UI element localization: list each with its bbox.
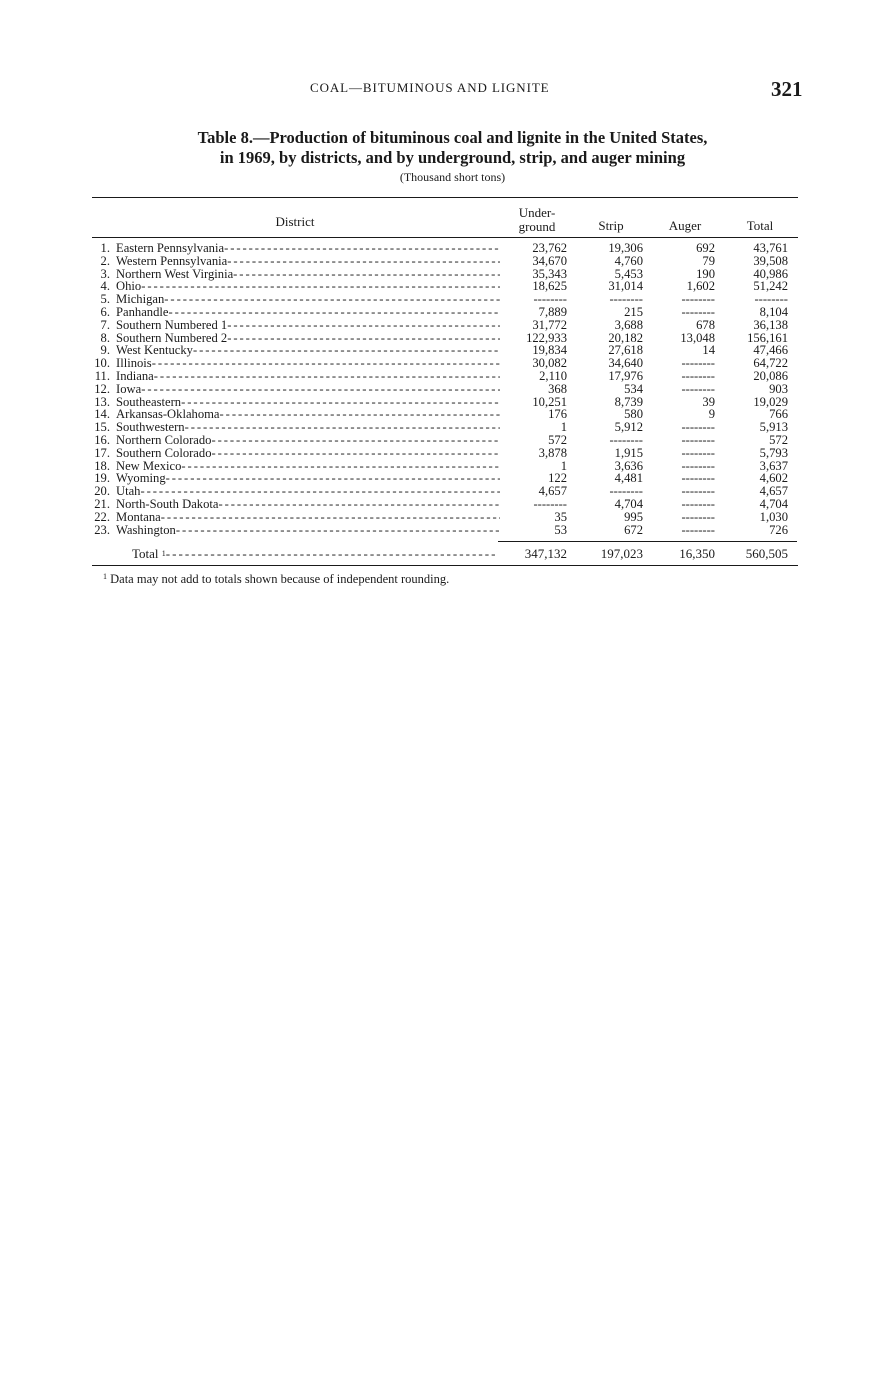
- total-row: [90, 547, 800, 561]
- total-cell: 572: [769, 433, 788, 447]
- district-name: Arkansas-Oklahoma - - -: [116, 408, 500, 421]
- underground-cell: 368: [548, 381, 567, 396]
- row-number: 23.: [94, 522, 110, 537]
- auger-cell: --------: [681, 369, 715, 383]
- table-row: [90, 383, 800, 396]
- total-top-rule: [498, 541, 797, 542]
- district-name: Northern West Virginia - - -: [116, 268, 500, 281]
- district-name: Michigan - - -: [116, 293, 500, 306]
- total-cell: 47,466: [753, 343, 788, 358]
- table-row: [90, 242, 800, 255]
- district-name: Indiana - - -: [116, 370, 500, 383]
- underground-cell: 1: [560, 458, 567, 473]
- auger-cell: 39: [702, 394, 715, 409]
- strip-cell: --------: [609, 484, 643, 499]
- row-number: 3.: [100, 266, 110, 281]
- total-cell: 43,761: [753, 241, 788, 255]
- row-number: 2.: [100, 253, 110, 268]
- district-name: Montana - - -: [116, 511, 500, 524]
- table-row: [90, 306, 800, 319]
- row-number: 7.: [100, 317, 110, 332]
- total-cell: --------: [754, 292, 788, 307]
- total-cell: 5,793: [759, 445, 788, 460]
- total-cell: 19,029: [753, 394, 788, 409]
- row-number: 17.: [94, 445, 110, 460]
- strip-cell: 215: [624, 305, 643, 319]
- district-name: Southern Numbered 2 - - -: [116, 332, 500, 345]
- row-number: 22.: [94, 509, 110, 524]
- underground-cell: 53: [554, 522, 567, 537]
- district-name: Illinois - - -: [116, 357, 500, 370]
- underground-cell: 4,657: [538, 484, 567, 499]
- auger-cell: --------: [681, 292, 715, 307]
- row-number: 13.: [94, 394, 110, 409]
- district-name: Iowa - - -: [116, 383, 500, 396]
- table-row: [90, 447, 800, 460]
- strip-cell: 19,306: [608, 241, 643, 255]
- district-name: New Mexico - - -: [116, 460, 500, 473]
- auger-cell: --------: [681, 509, 715, 524]
- row-number: 19.: [94, 471, 110, 486]
- total-cell: 39,508: [753, 253, 788, 268]
- total-cell: 40,986: [753, 266, 788, 281]
- row-number: 12.: [94, 381, 110, 396]
- header-underground-line-1: Under-: [518, 205, 556, 220]
- row-number: 9.: [100, 343, 110, 358]
- auger-cell: --------: [681, 420, 715, 435]
- row-number: 8.: [100, 330, 110, 345]
- total-cell: 51,242: [753, 279, 788, 294]
- total-cell: 4,657: [759, 484, 788, 499]
- total-label-text: Total: [132, 547, 159, 561]
- underground-cell: 7,889: [538, 305, 567, 319]
- row-number: 20.: [94, 484, 110, 499]
- header-underground: [497, 206, 577, 234]
- footnote-mark: 1: [103, 572, 107, 581]
- strip-cell: 20,182: [608, 330, 643, 345]
- row-number: 14.: [94, 407, 110, 422]
- strip-cell: 1,915: [614, 445, 643, 460]
- district-name: Utah - - -: [116, 485, 500, 498]
- auger-cell: 79: [702, 253, 715, 268]
- auger-cell: --------: [681, 305, 715, 319]
- district-name: Southern Colorado - - -: [116, 447, 500, 460]
- underground-cell: 34,670: [532, 253, 567, 268]
- row-number: 16.: [94, 433, 110, 447]
- auger-cell: 1,602: [686, 279, 715, 294]
- strip-cell: 31,014: [608, 279, 643, 294]
- total-strip: 197,023: [600, 546, 643, 561]
- district-name: West Kentucky - - -: [116, 344, 500, 357]
- row-number: 6.: [100, 305, 110, 319]
- header-auger: Auger: [668, 218, 702, 233]
- district-name: Ohio - - -: [116, 280, 500, 293]
- table-row: [90, 396, 800, 409]
- running-title: COAL—BITUMINOUS AND LIGNITE: [310, 80, 550, 95]
- strip-cell: 534: [624, 381, 643, 396]
- total-footnote-mark: 1: [161, 549, 166, 558]
- underground-cell: --------: [533, 292, 567, 307]
- table-row: [90, 332, 800, 345]
- strip-cell: 17,976: [608, 369, 643, 383]
- district-name: Wyoming - - -: [116, 472, 500, 485]
- strip-cell: 4,760: [614, 253, 643, 268]
- strip-cell: 34,640: [608, 356, 643, 371]
- underground-cell: 2,110: [539, 369, 567, 383]
- footnote-text: Data may not add to totals shown because of independent rounding.: [110, 572, 450, 586]
- header-district: District: [275, 214, 315, 229]
- underground-cell: 19,834: [532, 343, 567, 358]
- strip-cell: 3,636: [614, 458, 643, 473]
- district-name: Southeastern - - -: [116, 396, 500, 409]
- strip-cell: --------: [609, 292, 643, 307]
- auger-cell: --------: [681, 484, 715, 499]
- underground-cell: 3,878: [538, 445, 567, 460]
- auger-cell: --------: [681, 445, 715, 460]
- underground-cell: 35,343: [532, 266, 567, 281]
- strip-cell: 5,912: [614, 420, 643, 435]
- header-bottom-rule: [92, 237, 798, 238]
- table-title-line-2: in 1969, by districts, and by underground, strip, and auger mining: [219, 148, 686, 167]
- district-name: Western Pennsylvania - - -: [116, 255, 500, 268]
- district-name: Southwestern - - -: [116, 421, 500, 434]
- auger-cell: 190: [696, 266, 715, 281]
- row-number: 1.: [100, 241, 110, 255]
- auger-cell: --------: [681, 381, 715, 396]
- auger-cell: --------: [681, 433, 715, 447]
- total-cell: 20,086: [753, 369, 788, 383]
- district-name: Southern Numbered 1 - - -: [116, 319, 500, 332]
- table-top-rule: [92, 197, 798, 198]
- total-cell: 1,030: [759, 509, 788, 524]
- total-cell: 766: [769, 407, 788, 422]
- strip-cell: 8,739: [614, 394, 643, 409]
- underground-cell: 23,762: [532, 241, 567, 255]
- total-total: 560,505: [745, 546, 788, 561]
- total-cell: 36,138: [753, 317, 788, 332]
- total-cell: 3,637: [759, 458, 788, 473]
- underground-cell: 1: [560, 420, 567, 435]
- underground-cell: 35: [554, 509, 567, 524]
- auger-cell: 14: [702, 343, 715, 358]
- underground-cell: 31,772: [532, 317, 567, 332]
- strip-cell: 995: [624, 509, 643, 524]
- underground-cell: 30,082: [532, 356, 567, 371]
- header-underground-line-2: ground: [518, 219, 556, 234]
- total-cell: 903: [769, 381, 788, 396]
- total-cell: 156,161: [747, 330, 788, 345]
- total-cell: 64,722: [753, 356, 788, 371]
- total-cell: 8,104: [759, 305, 788, 319]
- underground-cell: 572: [548, 433, 567, 447]
- strip-cell: 4,704: [614, 497, 643, 511]
- table-bottom-rule: [92, 565, 798, 566]
- total-underground: 347,132: [524, 546, 567, 561]
- district-name: Washington - - -: [116, 524, 500, 537]
- auger-cell: --------: [681, 497, 715, 511]
- row-number: 18.: [94, 458, 110, 473]
- row-number: 15.: [94, 420, 110, 435]
- auger-cell: 678: [696, 317, 715, 332]
- row-number: 10.: [94, 356, 110, 371]
- underground-cell: 18,625: [532, 279, 567, 294]
- auger-cell: --------: [681, 458, 715, 473]
- auger-cell: 13,048: [680, 330, 715, 345]
- row-number: 4.: [100, 279, 110, 294]
- table-title: [95, 128, 810, 168]
- table-row: [90, 511, 800, 524]
- underground-cell: 10,251: [532, 394, 567, 409]
- strip-cell: 580: [624, 407, 643, 422]
- strip-cell: 672: [624, 522, 643, 537]
- auger-cell: --------: [681, 522, 715, 537]
- strip-cell: 27,618: [608, 343, 643, 358]
- total-cell: 5,913: [759, 420, 788, 435]
- total-cell: 4,704: [759, 497, 788, 511]
- table-row: [90, 524, 800, 537]
- strip-cell: --------: [609, 433, 643, 447]
- strip-cell: 5,453: [614, 266, 643, 281]
- strip-cell: 4,481: [614, 471, 643, 486]
- page-number: 321: [771, 77, 803, 101]
- auger-cell: --------: [681, 471, 715, 486]
- row-number: 21.: [94, 497, 110, 511]
- district-name: Panhandle - - -: [116, 306, 500, 319]
- row-number: 5.: [100, 292, 110, 307]
- total-label: [132, 547, 498, 561]
- header-strip: Strip: [598, 218, 624, 233]
- running-head: [0, 77, 879, 101]
- underground-cell: 122,933: [526, 330, 567, 345]
- district-name: Eastern Pennsylvania - - -: [116, 242, 500, 255]
- table-row: [90, 255, 800, 268]
- footnote: [103, 572, 449, 587]
- auger-cell: 9: [708, 407, 715, 422]
- auger-cell: --------: [681, 356, 715, 371]
- header-total: Total: [746, 218, 774, 233]
- table-unit: (Thousand short tons): [399, 170, 506, 184]
- table-title-line-1: Table 8.—Production of bituminous coal and lignite in the United States,: [197, 128, 708, 147]
- total-cell: 4,602: [759, 471, 788, 486]
- district-name: Northern Colorado - - -: [116, 434, 500, 447]
- total-cell: 726: [769, 522, 788, 537]
- table-row: [90, 319, 800, 332]
- auger-cell: 692: [696, 241, 715, 255]
- strip-cell: 3,688: [614, 317, 643, 332]
- underground-cell: 122: [548, 471, 567, 486]
- total-auger: 16,350: [679, 546, 715, 561]
- district-name: North-South Dakota - - -: [116, 498, 500, 511]
- underground-cell: --------: [533, 497, 567, 511]
- underground-cell: 176: [548, 407, 567, 422]
- row-number: 11.: [94, 369, 110, 383]
